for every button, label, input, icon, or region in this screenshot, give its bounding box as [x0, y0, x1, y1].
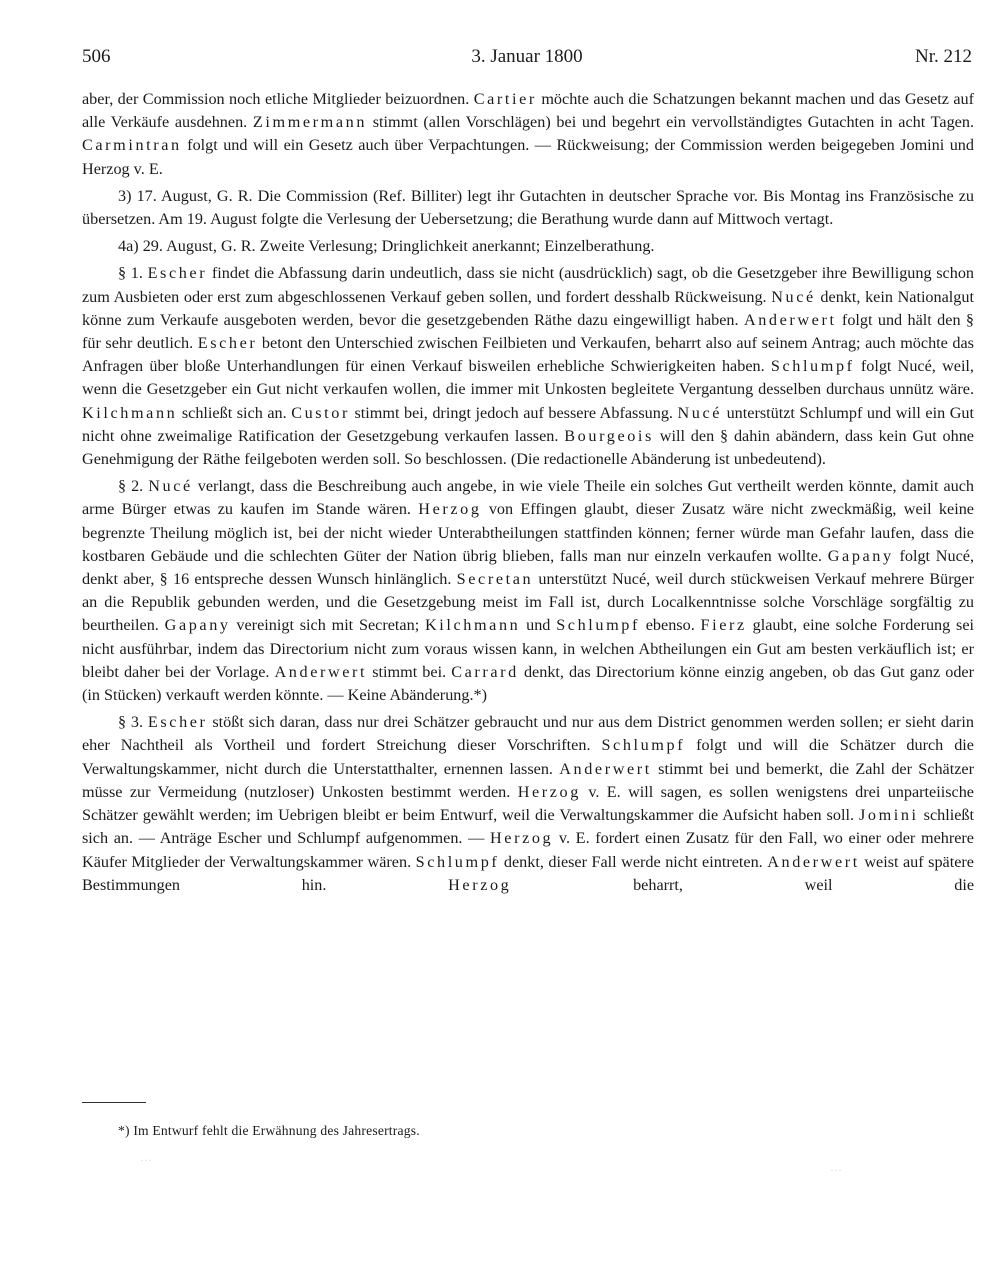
bleed-through-mark: … [140, 1150, 152, 1164]
speaker-name: Schlumpf [556, 616, 640, 635]
text-run: folgt und will die Schätzer durch die Verwaltungskammer, nicht durch die Unterstatthalter, ernennen lassen. [82, 736, 974, 778]
paragraph-p5 [82, 711, 974, 897]
speaker-name: Nucé [771, 287, 816, 306]
document-number: Nr. 212 [915, 46, 972, 67]
text-run: v. E. fordert einen Zusatz für den Fall, wo einer oder mehrere Käufer Mitglieder der Verwaltungskammer wären. [82, 829, 974, 871]
text-run: § 1. [118, 264, 148, 283]
text-run: folgt und will ein Gesetz auch über Verpachtungen. — Rückweisung; der Commission werden beigegeben Jomini und Herzog v. E. [82, 136, 974, 178]
text-run: will den § dahin abändern, dass kein Gut ohne Genehmigung der Räthe feilgeboten werden soll. So beschlossen. (Die redactionelle Abänderung ist unbedeutend). [82, 426, 974, 469]
text-run: ebenso. [639, 616, 701, 635]
text-run: 3) 17. August, G. R. Die Commission (Ref. Billiter) legt ihr Gutachten in deutscher Sprache vor. Bis Montag ins Französische zu übersetzen. Am 19. August folgte die Verlesung der Uebersetzung; die Berathung wurde dann auf Mittwoch vertagt. [82, 186, 974, 229]
speaker-name: Zimmermann [252, 113, 368, 132]
text-run: verlangt, dass die Beschreibung auch angebe, in wie viele Theile ein solches Gut vertheilt werden könnte, damit auch arme Bürger etwas zu kaufen im Stande wären. [82, 477, 974, 519]
header-date: 3. Januar 1800 [471, 46, 583, 67]
text-run: stimmt bei, dringt jedoch auf bessere Abfassung. [349, 403, 678, 422]
speaker-name: Gapany [827, 546, 894, 565]
speaker-name: Herzog [448, 875, 512, 894]
text-run: folgt Nucé, denkt aber, § 16 entspreche dessen Wunsch hinlänglich. [82, 546, 975, 589]
text-run: § 2. [118, 477, 149, 496]
speaker-name: Jomini [858, 806, 919, 825]
footnote-rule [82, 1102, 146, 1103]
speaker-name: Escher [147, 264, 208, 283]
text-run: stimmt bei. [367, 662, 452, 681]
speaker-name: Schlumpf [415, 852, 500, 871]
text-run: möchte auch die Schatzungen bekannt machen und das Gesetz auf alle Verkäufe ausdehnen. [82, 90, 974, 132]
text-run: § 3. [118, 713, 148, 732]
speaker-name: Escher [147, 713, 208, 732]
speaker-name: Nucé [677, 403, 723, 422]
speaker-name: Bourgeois [564, 426, 654, 445]
speaker-name: Anderwert [743, 310, 837, 329]
text-run: schließt sich an. — Anträge Escher und Schlumpf aufgenommen. — [82, 806, 974, 848]
text-run: aber, der Commission noch etliche Mitglieder beizuordnen. [82, 90, 474, 108]
speaker-name: Carrard [451, 662, 519, 681]
text-run: weist auf spätere Bestimmungen hin. [82, 852, 974, 894]
text-run: von Effingen glaubt, dieser Zusatz wäre nicht zweckmäßig, weil keine begrenzte Theilung möglich ist, bei der nicht wieder Unterabtheilungen stattfinden können; ferner würde man Gefahr laufen, dass die kostbaren Gebäude und die schlechten Güter der Nation übrig blieben, falls man nur einzeln verkaufen wollte. [82, 500, 974, 565]
speaker-name: Schlumpf [770, 357, 855, 376]
speaker-name: Secretan [456, 570, 534, 589]
speaker-name: Anderwert [274, 662, 368, 681]
text-run: denkt, das Directorium könne einzig angeben, ob das Gut ganz oder (in Stücken) verkauft werden könnte. — Keine Abänderung.*) [82, 662, 975, 705]
text-run: betont den Unterschied zwischen Feilbieten und Verkaufen, beharrt also auf seinem Antrag; auch möchte das Anfragen über bloße Unterhandlungen für einen Verkauf bisweilen erhebliche Schwierigkeiten haben. [82, 334, 974, 376]
paragraph-p3 [82, 262, 974, 471]
text-run: schließt sich an. [177, 403, 292, 422]
speaker-name: Kilchmann [425, 616, 521, 635]
paragraph-p1 [82, 185, 974, 231]
text-run: folgt und hält den § für sehr deutlich. [82, 310, 975, 353]
text-run: v. E. will sagen, es sollen wenigstens drei unparteiische Schätzer gewählt werden; im Uebrigen bleibt er beim Entwurf, weil die Verwaltungskammer die Aufsicht haben soll. [82, 782, 974, 825]
running-header [82, 46, 972, 72]
text-run: und [520, 616, 557, 635]
speaker-name: Schlumpf [601, 736, 686, 755]
paragraph-p4 [82, 475, 974, 707]
text-run: findet die Abfassung darin undeutlich, dass sie nicht (ausdrücklich) sagt, ob die Gesetzgeber ihre Bewilligung schon zum Ausbieten oder erst zum abgeschlossenen Verkauf geben sollen, und fordert desshalb Rückweisung. [82, 264, 975, 306]
speaker-name: Herzog [517, 782, 581, 801]
body-text [82, 88, 974, 901]
text-run: vereinigt sich mit Secretan; [230, 616, 425, 635]
speaker-name: Custor [291, 403, 350, 422]
text-run: glaubt, eine solche Forderung sei nicht ausführbar, indem das Directorium nicht zum voraus wissen kann, in welchen Abtheilungen ein Gut am besten verkäuflich ist; er bleibt daher bei der Vorlage. [82, 616, 975, 681]
speaker-name: Carmintran [82, 136, 182, 155]
text-run: stimmt (allen Vorschlägen) bei und begehrt ein vervollständigtes Gutachten in acht Tagen. [367, 113, 975, 132]
speaker-name: Kilchmann [82, 403, 178, 422]
paragraph-p0 [82, 88, 974, 181]
speaker-name: Nucé [148, 477, 193, 496]
speaker-name: Anderwert [559, 759, 652, 778]
footnote: *) Im Entwurf fehlt die Erwähnung des Jahresertrags. [118, 1123, 420, 1138]
speaker-name: Cartier [473, 90, 537, 108]
speaker-name: Gapany [164, 616, 231, 635]
text-run: 4a) 29. August, G. R. Zweite Verlesung; Dringlichkeit anerkannt; Einzelberathung. [118, 237, 655, 256]
page-number: 506 [82, 46, 111, 67]
speaker-name: Escher [197, 334, 258, 353]
text-run: stimmt bei und bemerkt, die Zahl der Schätzer müsse zur Vermeidung (nutzloser) Unkosten bestimmt werden. [82, 759, 974, 801]
paragraph-p2 [82, 235, 974, 258]
speaker-name: Fierz [700, 616, 747, 635]
text-run: denkt, dieser Fall werde nicht eintreten. [499, 852, 768, 871]
text-run: folgt Nucé, weil, wenn die Gesetzgeber ein Gut nicht verkaufen wollen, die immer mit Unkosten begleitete Vergantung desselben durchaus unnütz wäre. [82, 357, 974, 399]
text-run: beharrt, weil die [511, 875, 974, 894]
speaker-name: Herzog [418, 500, 482, 519]
text-run: denkt, kein Nationalgut könne zum Verkaufe ausgeboten werden, bevor die gesetzgebenden Räthe dazu eingewilligt haben. [82, 287, 974, 329]
text-run: unterstützt Nucé, weil durch stückweisen Verkauf mehrere Bürger an die Republik gebunden werden, und die Gesetzgebung meist im Fall ist, durch Localkenntnisse solche Vorschläge sorgfältig zu beurtheilen. [82, 570, 974, 635]
text-run: unterstützt Schlumpf und will ein Gut nicht ohne zweimalige Ratification der Gesetzgebung verkaufen lassen. [82, 403, 974, 445]
bleed-through-mark: … [830, 1160, 842, 1174]
speaker-name: Anderwert [767, 852, 860, 871]
text-run: stößt sich daran, dass nur drei Schätzer gebraucht und nur aus dem District genommen werden sollen; er sieht darin eher Nachtheil als Vortheil und fordert Streichung dieser Vorschriften. [82, 713, 974, 755]
speaker-name: Herzog [490, 829, 554, 848]
